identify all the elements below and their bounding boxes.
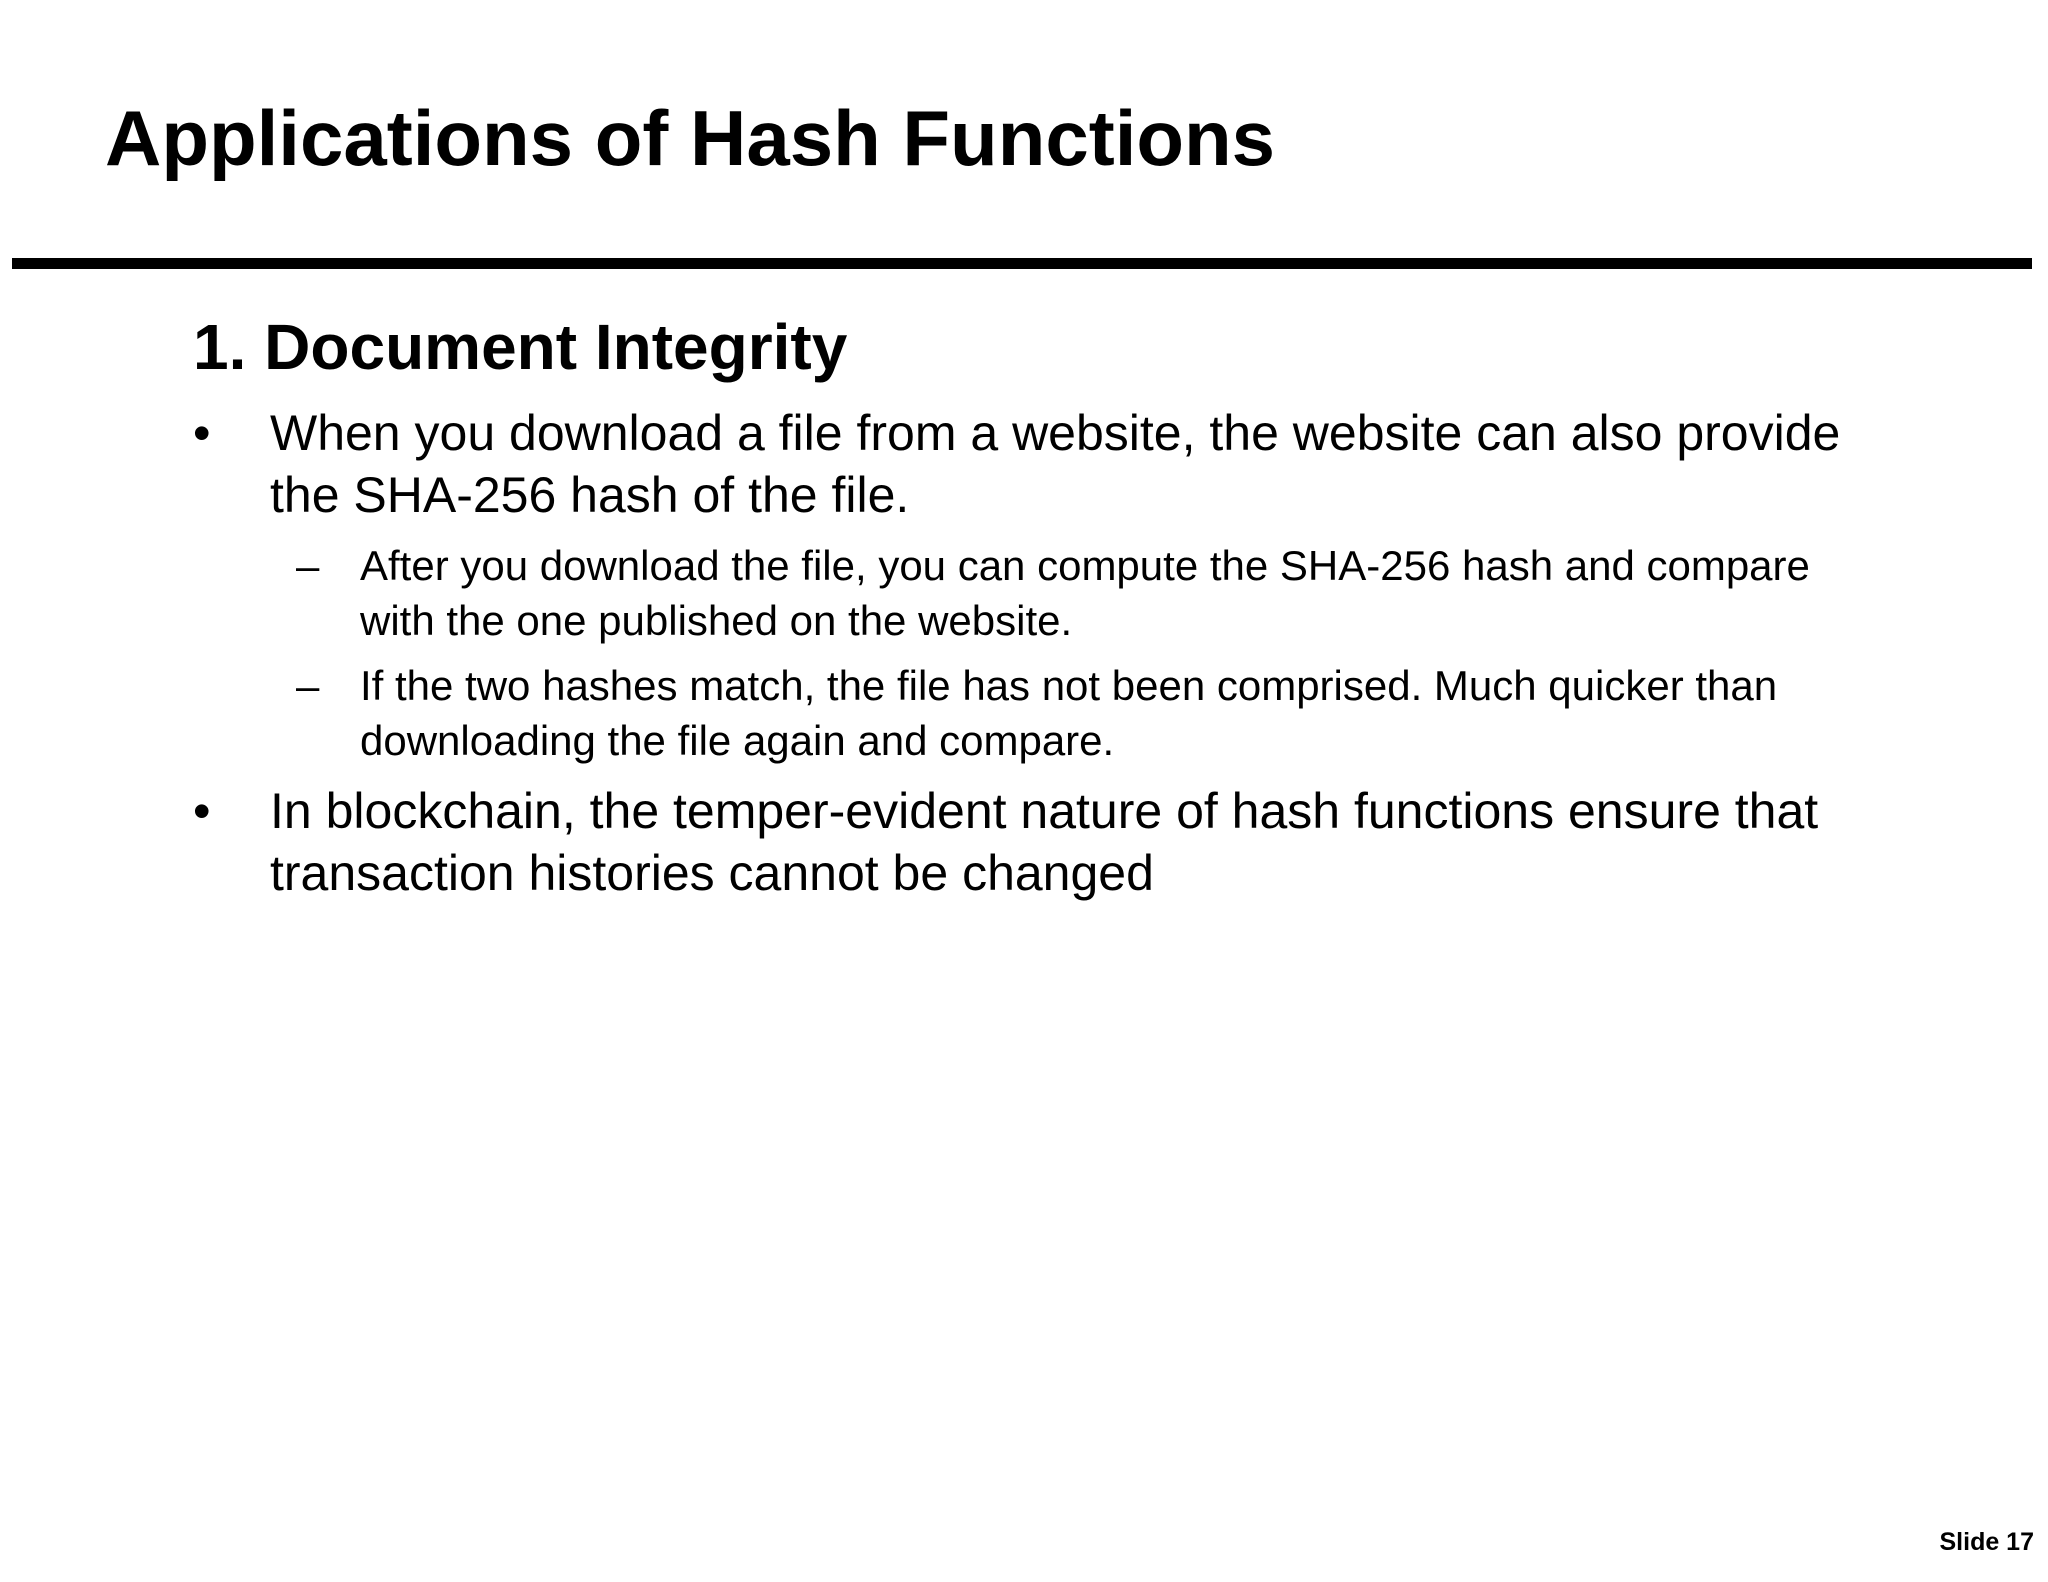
sub-bullet-text: After you download the file, you can compute the SHA-256 hash and compare with the one published on the website. <box>360 542 1810 644</box>
section-heading: 1. Document Integrity <box>193 311 848 383</box>
title-divider <box>12 258 2032 269</box>
slide-title: Applications of Hash Functions <box>105 94 1276 182</box>
sub-bullet-text: If the two hashes match, the file has not been comprised. Much quicker than downloading the file again and compare. <box>360 662 1778 764</box>
sub-bullet-marker: – <box>296 542 320 589</box>
slide-number: Slide 17 <box>1939 1528 2034 1556</box>
bullet-item <box>193 780 1893 904</box>
bullet-marker: • <box>193 783 211 839</box>
bullet-marker: • <box>193 405 211 461</box>
sub-bullet-item <box>296 538 1896 648</box>
bullet-item <box>193 402 1893 526</box>
sub-bullet-item <box>296 658 1896 768</box>
sub-bullet-marker: – <box>296 662 320 709</box>
bullet-text: When you download a file from a website, the website can also provide the SHA-256 hash of the file. <box>270 405 1841 523</box>
bullet-text: In blockchain, the temper-evident nature of hash functions ensure that transaction histories cannot be changed <box>270 783 1819 901</box>
